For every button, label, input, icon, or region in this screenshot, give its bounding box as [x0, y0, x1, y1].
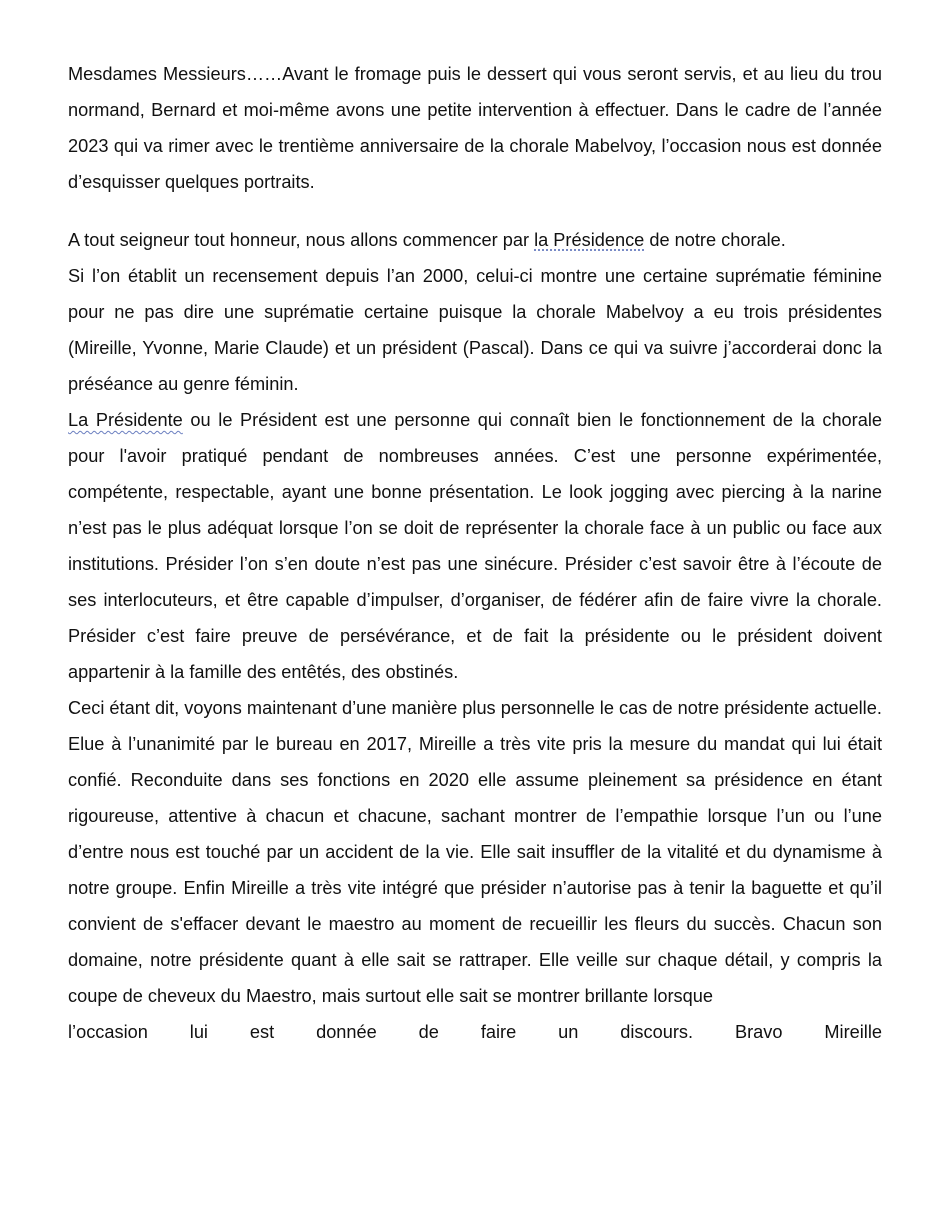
paragraph-transition: Ceci étant dit, voyons maintenant d’une manière plus personnelle le cas de notre présidente actuelle.: [68, 698, 882, 718]
paragraph-spacer: [68, 200, 882, 222]
paragraph-mireille-last-line: l’occasion lui est donnée de faire un discours. Bravo Mireille: [68, 1022, 882, 1042]
paragraph-presidence-end: de notre chorale.: [644, 230, 786, 250]
paragraph-presidence: [68, 222, 882, 258]
paragraph-presidence-start: A tout seigneur tout honneur, nous allons commencer par: [68, 230, 535, 250]
document-page: [68, 56, 882, 1050]
paragraph-role-presidente-text: ou le Président est une personne qui connaît bien le fonctionnement de la chorale pour l'avoir pratiqué pendant de nombreuses années. C’est une personne expérimentée, compétente, respectable, ayant une bonne présentation. Le look jogging avec piercing à la narine n’est pas le plus adéquat lorsque l’on se doit de représenter la chorale face à un public ou face aux institutions. Présider l’on s’en doute n’est pas une sinécure. Présider c’est savoir être à l’écoute de ses interlocuteurs, et être capable d’impulser, d’organiser, de fédérer afin de faire vivre la chorale. Présider c’est faire preuve de persévérance, et de fait la présidente ou le président doivent appartenir à la famille des entêtés, des obstinés.: [68, 410, 883, 682]
marked-term-la-presidence: la Présidence: [534, 230, 645, 250]
marked-term-la-presidente: La Présidente: [68, 410, 183, 430]
paragraph-role-presidente: [68, 402, 882, 690]
paragraph-intro: Mesdames Messieurs……Avant le fromage puis le dessert qui vous seront servis, et au lieu du trou normand, Bernard et moi-même avons une petite intervention à effectuer. Dans le cadre de l’année 2023 qui va rimer avec le trentième anniversaire de la chorale Mabelvoy, l’occasion nous est donnée d’esquisser quelques portraits.: [68, 64, 882, 192]
paragraph-recensement: Si l’on établit un recensement depuis l’an 2000, celui-ci montre une certaine suprématie féminine pour ne pas dire une suprématie certaine puisque la chorale Mabelvoy a eu trois présidentes (Mireille, Yvonne, Marie Claude) et un président (Pascal). Dans ce qui va suivre j’accorderai donc la préséance au genre féminin.: [68, 266, 882, 394]
paragraph-mireille: Elue à l’unanimité par le bureau en 2017, Mireille a très vite pris la mesure du mandat qui lui était confié. Reconduite dans ses fonctions en 2020 elle assume pleinement sa présidence en étant rigoureuse, attentive à chacun et chacune, sachant montrer de l’empathie lorsque l’un ou l’une d’entre nous est touché par un accident de la vie. Elle sait insuffler de la vitalité et du dynamisme à notre groupe. Enfin Mireille a très vite intégré que présider n’autorise pas à tenir la baguette et qu’il convient de s'effacer devant le maestro au moment de recueillir les fleurs du succès. Chacun son domaine, notre présidente quant à elle sait se rattraper. Elle veille sur chaque détail, y compris la coupe de cheveux du Maestro, mais surtout elle sait se montrer brillante lorsque: [68, 734, 882, 1006]
